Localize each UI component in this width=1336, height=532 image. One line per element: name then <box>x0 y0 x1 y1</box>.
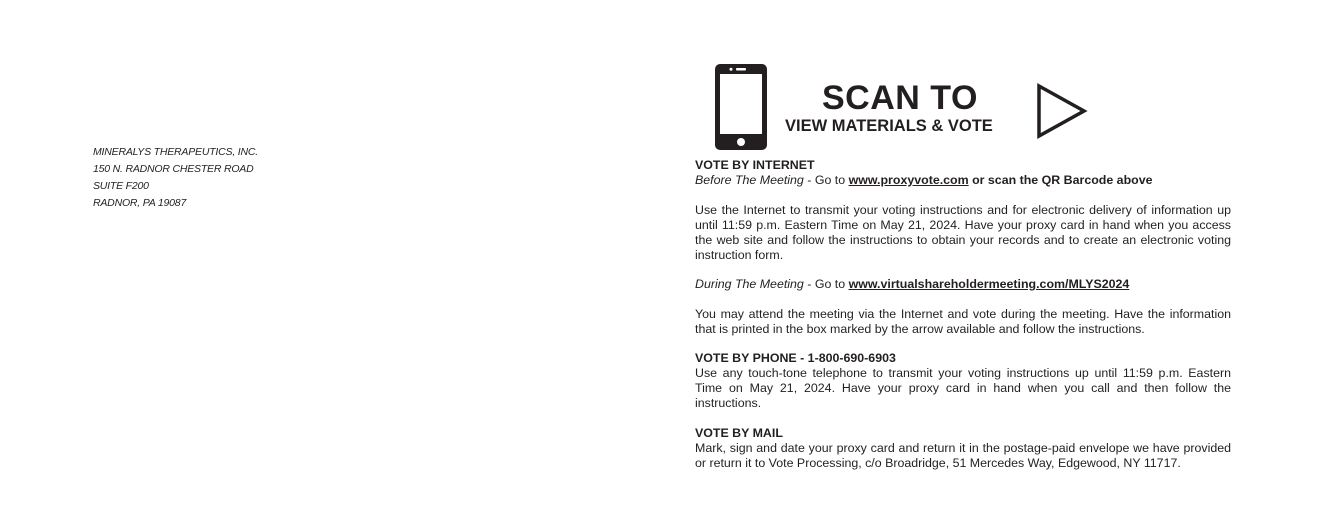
during-meeting-body: You may attend the meeting via the Internet and vote during the meeting. Have the information that is printed in the box marked by the arrow available and follow the instructions. <box>695 306 1231 336</box>
play-arrow-icon <box>1036 83 1088 139</box>
during-meeting-dash: - Go to <box>803 277 849 291</box>
phone-heading: VOTE BY PHONE - 1-800-690-6903 <box>695 351 896 365</box>
mail-section <box>695 426 1231 471</box>
voting-instructions <box>695 158 1231 485</box>
internet-section <box>695 158 1231 188</box>
before-meeting-body: Use the Internet to transmit your voting instructions and for electronic delivery of information up until 11:59 p.m. Eastern Time on May 21, 2024. Have your proxy card in hand when you access the web site and follow the instructions to obtain your records and to create an electronic voting instruction form. <box>695 202 1231 262</box>
mail-heading: VOTE BY MAIL <box>695 425 783 440</box>
address-suite: SUITE F200 <box>93 180 149 192</box>
before-meeting-label: Before The Meeting <box>695 173 804 187</box>
address-street: 150 N. RADNOR CHESTER ROAD <box>93 163 254 175</box>
before-meeting-dash: - Go to <box>803 173 849 187</box>
address-company: MINERALYS THERAPEUTICS, INC. <box>93 146 258 158</box>
smartphone-icon <box>714 63 768 151</box>
phone-body: Use any touch-tone telephone to transmit your voting instructions up until 11:59 p.m. Eastern Time on May 21, 2024. Have your proxy card in hand when you call and then follow the instructions. <box>695 366 1231 410</box>
mail-body: Mark, sign and date your proxy card and return it in the postage-paid envelope we have provided or return it to Vote Processing, c/o Broadridge, 51 Mercedes Way, Edgewood, NY 11717. <box>695 440 1231 470</box>
virtual-meeting-link[interactable]: www.virtualshareholdermeeting.com/MLYS2024 <box>848 277 1130 291</box>
company-address <box>93 144 258 212</box>
proxyvote-link[interactable]: www.proxyvote.com <box>848 173 969 187</box>
address-city: RADNOR, PA 19087 <box>93 197 187 209</box>
before-meeting-line <box>695 173 1231 188</box>
qr-instruction: or scan the QR Barcode above <box>968 173 1153 187</box>
scan-title: SCAN TO <box>822 79 978 117</box>
during-meeting-line <box>695 277 1231 292</box>
internet-heading: VOTE BY INTERNET <box>695 158 815 172</box>
scan-subtitle: VIEW MATERIALS & VOTE <box>785 117 993 135</box>
during-meeting-label: During The Meeting <box>695 277 804 291</box>
phone-section <box>695 351 1231 411</box>
